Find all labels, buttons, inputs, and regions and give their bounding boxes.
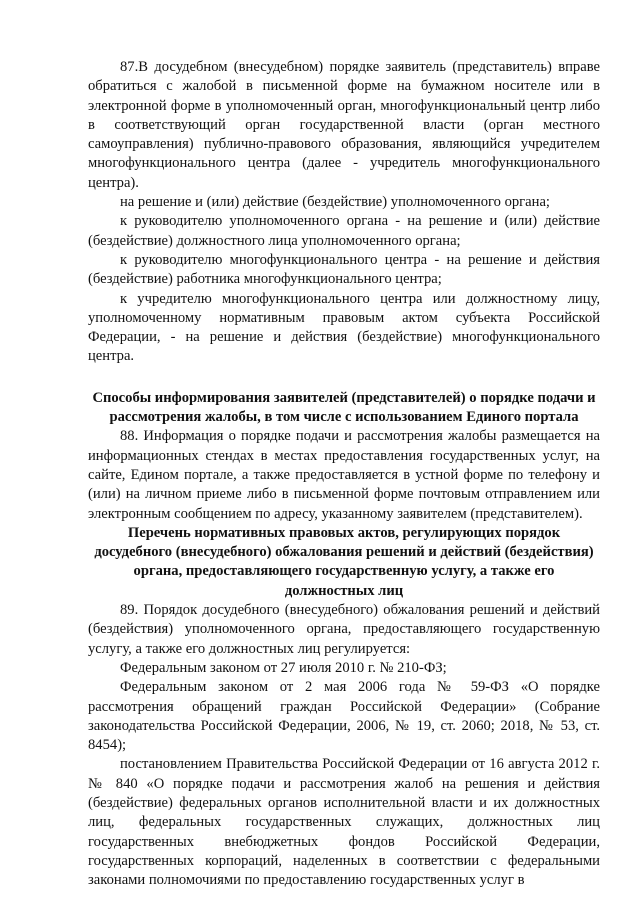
- paragraph-89: 89. Порядок досудебного (внесудебного) обжалования решений и действий (бездействия) уполномоченного органа, предоставляющего государственную услугу, а также его должностных лиц регулируется:: [88, 602, 600, 657]
- section-heading-legal-acts: Перечень нормативных правовых актов, регулирующих порядок досудебного (внесудебного) обжалования решений и действий (бездействия) органа, предоставляющего государственную услугу, а также его должностных лиц: [94, 524, 594, 599]
- paragraph-87-item-1: на решение и (или) действие (бездействие) уполномоченного органа;: [120, 194, 550, 211]
- section-gap: [88, 367, 600, 389]
- paragraph-87: 87.В досудебном (внесудебном) порядке заявитель (представитель) вправе обратиться с жалобой в письменной форме на бумажном носителе или в электронной форме в уполномоченный орган, многофункциональный центр либо в соответствующий орган государственной власти (орган местного самоуправления) публично-правового образования, являющийся учредителем многофункционального центра (далее - учредитель многофункционального центра).: [88, 59, 600, 191]
- paragraph-88: 88. Информация о порядке подачи и рассмотрения жалобы размещается на информационных стендах в местах предоставления государственных услуг, на сайте, Едином портале, а также предоставляется в устной форме по телефону и (или) на личном приеме либо в письменной форме почтовым отправлением или электронным сообщением по адресу, указанному заявителем (представителем).: [88, 428, 600, 522]
- paragraph-87-item-3: к руководителю многофункционального центра - на решение и действия (бездействие) работника многофункционального центра;: [88, 251, 600, 288]
- paragraph-87-item-2: к руководителю уполномоченного органа - на решение и (или) действие (бездействие) должностного лица уполномоченного органа;: [88, 213, 600, 249]
- paragraph-89-item-2: Федеральным законом от 2 мая 2006 года № 59-ФЗ «О порядке рассмотрения обращений граждан Российской Федерации» (Собрание законодательства Российской Федерации, 2006, № 19, ст. 2060; 2018, № 53, ст. 8454);: [88, 679, 600, 754]
- paragraph-89-item-3: постановлением Правительства Российской Федерации от 16 августа 2012 г. № 840 «О порядке подачи и рассмотрения жалоб на решения и действия (бездействие) федеральных органов исполнительной власти и их должностных лиц, федеральных государственных служащих, должностных лиц государственных внебюджетных фондов Российской Федерации, государственных корпораций, наделенных в соответствии с федеральными законами полномочиями по предоставлению государственных услуг в: [88, 756, 600, 889]
- paragraph-89-item-1: Федеральным законом от 27 июля 2010 г. № 210-ФЗ;: [120, 659, 447, 676]
- paragraph-87-item-4: к учредителю многофункционального центра или должностному лицу, уполномоченному нормативным правовым актом субъекта Российской Федерации, - на решение и действия (бездействие) многофункционального центра.: [88, 290, 600, 365]
- section-heading-informing: Способы информирования заявителей (представителей) о порядке подачи и рассмотрения жалобы, в том числе с использованием Единого портала: [92, 389, 596, 426]
